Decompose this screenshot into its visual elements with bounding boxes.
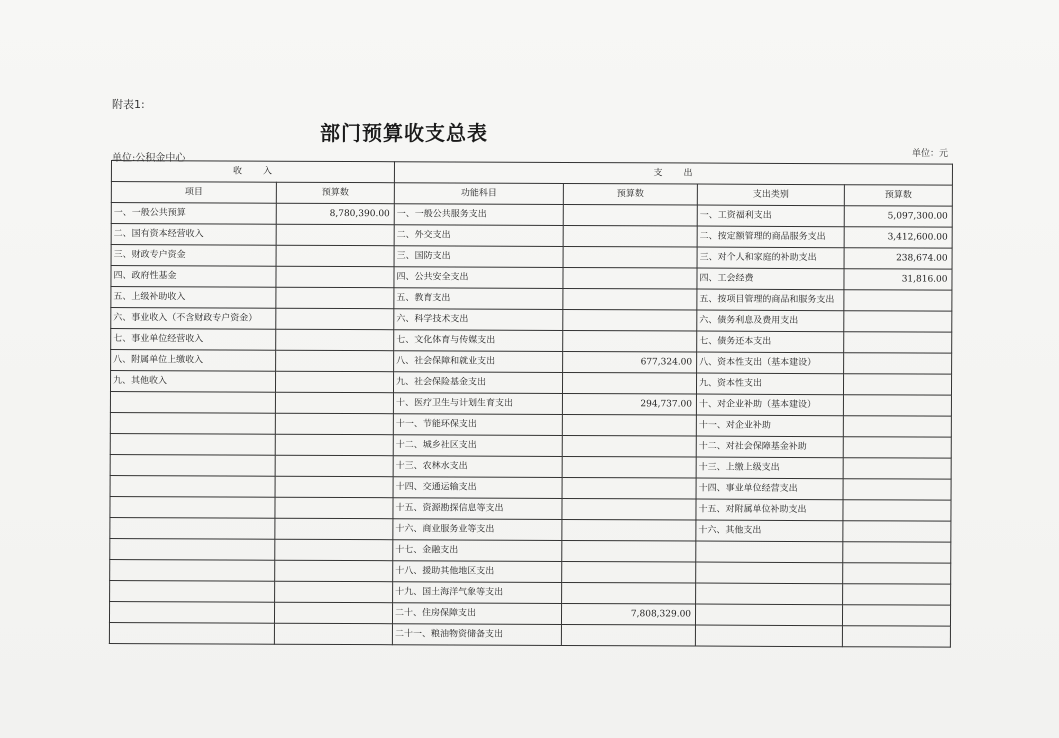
function-item-cell: 十九、国土海洋气象等支出 bbox=[393, 582, 562, 604]
function-item-cell: 五、教育支出 bbox=[394, 288, 563, 310]
income-item-cell: 二、国有资本经营收入 bbox=[111, 224, 276, 246]
category-item-cell: 一、工资福利支出 bbox=[697, 205, 844, 227]
income-amount-cell bbox=[275, 434, 393, 456]
income-amount-cell bbox=[275, 560, 393, 582]
income-item-cell bbox=[109, 601, 274, 623]
function-amount-cell bbox=[563, 204, 697, 226]
category-amount-cell: 3,412,600.00 bbox=[844, 227, 952, 248]
income-amount-cell bbox=[276, 266, 394, 288]
category-amount-cell bbox=[843, 521, 951, 542]
function-item-cell: 四、公共安全支出 bbox=[394, 267, 563, 289]
category-item-cell: 十五、对附属单位补助支出 bbox=[696, 499, 843, 521]
income-section-header: 收 入 bbox=[111, 161, 394, 183]
function-amount-cell bbox=[562, 540, 696, 562]
unit-organization: 单位:公积金中心 bbox=[112, 153, 186, 164]
income-amount-cell bbox=[276, 350, 394, 372]
income-amount-cell bbox=[275, 455, 393, 477]
income-amount-cell bbox=[276, 308, 394, 330]
category-amount-cell bbox=[842, 626, 950, 647]
income-amount-cell bbox=[274, 602, 392, 624]
category-item-cell bbox=[696, 541, 843, 563]
income-item-cell: 一、一般公共预算 bbox=[111, 203, 276, 225]
function-amount-cell bbox=[562, 519, 696, 541]
column-header: 项目 bbox=[111, 182, 276, 204]
category-item-cell: 二、按定额管理的商品服务支出 bbox=[697, 226, 844, 248]
income-item-cell bbox=[110, 538, 275, 560]
income-item-cell bbox=[110, 433, 275, 455]
income-item-cell bbox=[110, 580, 275, 602]
category-item-cell bbox=[695, 625, 842, 647]
function-amount-cell bbox=[561, 624, 695, 646]
category-item-cell: 十、对企业补助（基本建设） bbox=[696, 394, 843, 416]
category-amount-cell bbox=[844, 290, 952, 311]
income-item-cell bbox=[110, 496, 275, 518]
category-amount-cell bbox=[844, 332, 952, 353]
income-item-cell bbox=[110, 391, 275, 413]
function-amount-cell bbox=[562, 477, 696, 499]
income-item-cell: 七、事业单位经营收入 bbox=[111, 329, 276, 351]
table-body bbox=[109, 203, 952, 648]
function-item-cell: 三、国防支出 bbox=[394, 246, 563, 268]
attachment-label: 附表1: bbox=[112, 98, 145, 111]
income-item-cell bbox=[110, 559, 275, 581]
income-item-cell bbox=[110, 475, 275, 497]
income-amount-cell bbox=[275, 392, 393, 414]
function-amount-cell: 677,324.00 bbox=[563, 351, 697, 373]
function-item-cell: 八、社会保障和就业支出 bbox=[394, 351, 563, 373]
column-header: 预算数 bbox=[844, 185, 952, 206]
income-amount-cell bbox=[275, 539, 393, 561]
column-header: 预算数 bbox=[276, 182, 394, 204]
function-item-cell: 二十一、粮油物资储备支出 bbox=[392, 624, 561, 646]
category-amount-cell bbox=[844, 311, 952, 332]
income-amount-cell bbox=[276, 224, 394, 246]
function-amount-cell bbox=[563, 246, 697, 268]
page-title: 部门预算收支总表 bbox=[320, 121, 488, 145]
function-item-cell: 九、社会保险基金支出 bbox=[394, 372, 563, 394]
category-item-cell: 四、工会经费 bbox=[697, 268, 844, 290]
income-item-cell bbox=[110, 454, 275, 476]
category-amount-cell bbox=[843, 395, 951, 416]
function-amount-cell: 7,808,329.00 bbox=[561, 603, 695, 625]
function-item-cell: 二十、住房保障支出 bbox=[392, 603, 561, 625]
category-amount-cell: 5,097,300.00 bbox=[844, 206, 952, 227]
income-amount-cell bbox=[275, 581, 393, 603]
function-amount-cell: 294,737.00 bbox=[562, 393, 696, 415]
function-item-cell: 十一、节能环保支出 bbox=[393, 414, 562, 436]
income-item-cell: 九、其他收入 bbox=[110, 371, 275, 393]
budget-table-wrapper bbox=[109, 160, 952, 648]
category-amount-cell bbox=[843, 563, 951, 584]
category-amount-cell bbox=[843, 437, 951, 458]
function-amount-cell bbox=[563, 372, 697, 394]
income-item-cell bbox=[110, 412, 275, 434]
category-item-cell: 九、资本性支出 bbox=[696, 373, 843, 395]
income-amount-cell bbox=[276, 245, 394, 267]
income-item-cell: 三、财政专户资金 bbox=[111, 245, 276, 267]
unit-currency: 单位：元 bbox=[912, 149, 949, 159]
category-amount-cell bbox=[843, 416, 951, 437]
category-amount-cell bbox=[843, 458, 951, 479]
function-item-cell: 十二、城乡社区支出 bbox=[393, 435, 562, 457]
expense-section-header: 支 出 bbox=[394, 162, 952, 185]
category-amount-cell: 238,674.00 bbox=[844, 248, 952, 269]
column-header: 功能科目 bbox=[394, 183, 563, 205]
function-item-cell: 七、文化体育与传媒支出 bbox=[394, 330, 563, 352]
category-item-cell: 十二、对社会保障基金补助 bbox=[696, 436, 843, 458]
income-item-cell bbox=[109, 622, 274, 644]
income-amount-cell bbox=[274, 623, 392, 645]
category-item-cell: 十三、上缴上级支出 bbox=[696, 457, 843, 479]
function-amount-cell bbox=[563, 267, 697, 289]
category-item-cell: 八、资本性支出（基本建设） bbox=[697, 352, 844, 374]
budget-summary-table bbox=[109, 160, 953, 648]
category-item-cell bbox=[695, 604, 842, 626]
income-amount-cell bbox=[275, 371, 393, 393]
category-item-cell: 五、按项目管理的商品和服务支出 bbox=[697, 289, 844, 311]
category-item-cell: 七、债务还本支出 bbox=[697, 331, 844, 353]
function-item-cell: 十五、资源勘探信息等支出 bbox=[393, 498, 562, 520]
function-amount-cell bbox=[562, 414, 696, 436]
function-item-cell: 六、科学技术支出 bbox=[394, 309, 563, 331]
category-item-cell: 十一、对企业补助 bbox=[696, 415, 843, 437]
function-amount-cell bbox=[563, 309, 697, 331]
function-amount-cell bbox=[562, 582, 696, 604]
function-amount-cell bbox=[563, 225, 697, 247]
income-item-cell: 六、事业收入（不含财政专户资金） bbox=[111, 308, 276, 330]
category-amount-cell bbox=[843, 479, 951, 500]
function-amount-cell bbox=[562, 498, 696, 520]
function-item-cell: 二、外交支出 bbox=[394, 225, 563, 247]
function-item-cell: 一、一般公共服务支出 bbox=[394, 204, 563, 226]
category-amount-cell: 31,816.00 bbox=[844, 269, 952, 290]
category-item-cell: 十六、其他支出 bbox=[696, 520, 843, 542]
income-item-cell: 四、政府性基金 bbox=[111, 266, 276, 288]
function-amount-cell bbox=[562, 456, 696, 478]
income-amount-cell: 8,780,390.00 bbox=[276, 203, 394, 225]
column-header: 支出类别 bbox=[697, 184, 844, 206]
category-item-cell bbox=[696, 583, 843, 605]
category-amount-cell bbox=[842, 605, 950, 626]
category-item-cell: 六、债务利息及费用支出 bbox=[697, 310, 844, 332]
function-amount-cell bbox=[562, 435, 696, 457]
function-item-cell: 十三、农林水支出 bbox=[393, 456, 562, 478]
table-row bbox=[111, 308, 952, 333]
function-amount-cell bbox=[563, 288, 697, 310]
function-amount-cell bbox=[563, 330, 697, 352]
income-amount-cell bbox=[275, 518, 393, 540]
category-item-cell: 十四、事业单位经营支出 bbox=[696, 478, 843, 500]
income-item-cell: 五、上级补助收入 bbox=[111, 287, 276, 309]
income-item-cell bbox=[110, 517, 275, 539]
function-amount-cell bbox=[562, 561, 696, 583]
category-amount-cell bbox=[843, 584, 951, 605]
category-amount-cell bbox=[843, 374, 951, 395]
income-amount-cell bbox=[275, 497, 393, 519]
function-item-cell: 十七、金融支出 bbox=[393, 540, 562, 562]
column-header: 预算数 bbox=[563, 183, 697, 205]
category-item-cell bbox=[696, 562, 843, 584]
function-item-cell: 十八、援助其他地区支出 bbox=[393, 561, 562, 583]
category-amount-cell bbox=[843, 500, 951, 521]
table-row bbox=[109, 622, 950, 647]
income-item-cell: 八、附属单位上缴收入 bbox=[111, 350, 276, 372]
category-amount-cell bbox=[843, 542, 951, 563]
income-amount-cell bbox=[276, 329, 394, 351]
category-amount-cell bbox=[844, 353, 952, 374]
function-item-cell: 十、医疗卫生与计划生育支出 bbox=[393, 393, 562, 415]
income-amount-cell bbox=[276, 287, 394, 309]
income-amount-cell bbox=[275, 476, 393, 498]
section-header-row bbox=[111, 161, 952, 186]
category-item-cell: 三、对个人和家庭的补助支出 bbox=[697, 247, 844, 269]
income-amount-cell bbox=[275, 413, 393, 435]
function-item-cell: 十四、交通运输支出 bbox=[393, 477, 562, 499]
function-item-cell: 十六、商业服务业等支出 bbox=[393, 519, 562, 541]
